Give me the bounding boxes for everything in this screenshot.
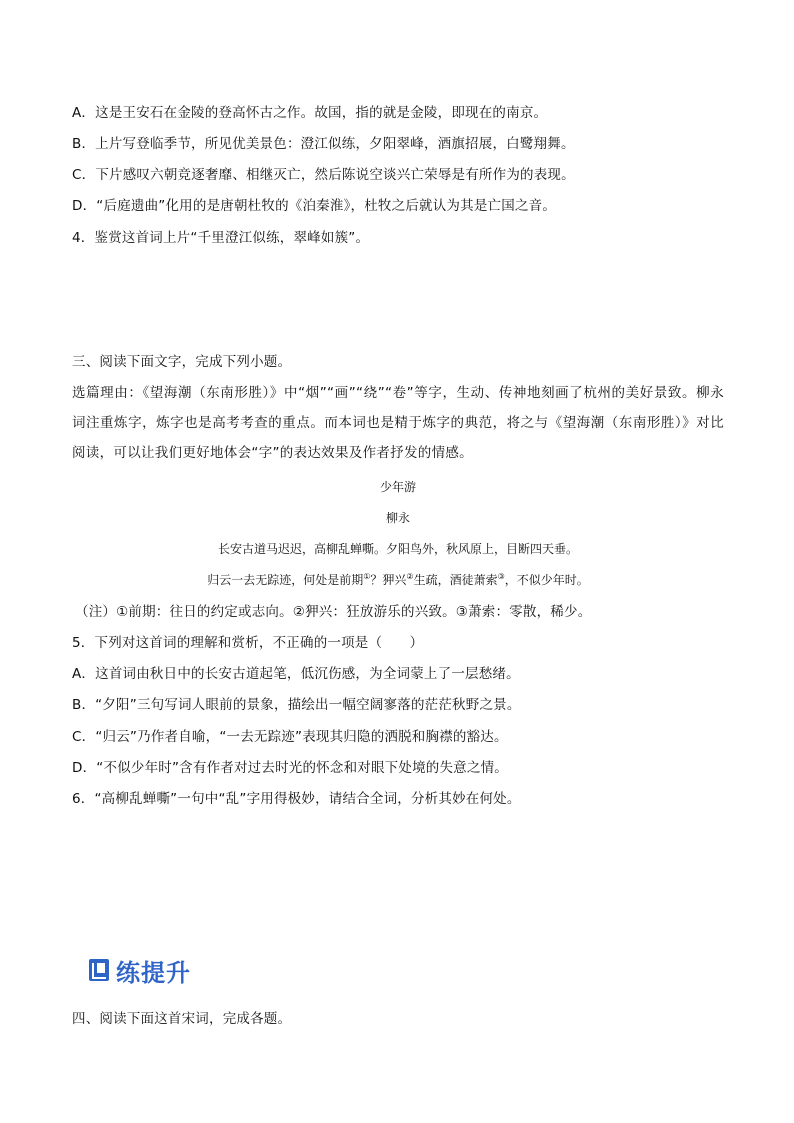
footnote-marker-2: ②	[406, 572, 414, 581]
footnote-marker-1: ①	[363, 572, 371, 581]
q3-option-a: A．这是王安石在金陵的登高怀古之作。故国，指的就是金陵，即现在的南京。	[72, 105, 548, 121]
q5-option-d: D．“不似少年时”含有作者对过去时光的怀念和对眼下处境的失意之情。	[72, 760, 508, 776]
footnote-marker-3: ③	[497, 572, 505, 581]
q3-option-b: B．上片写登临季节，所见优美景色：澄江似练，夕阳翠峰，酒旗招展，白鹭翔舞。	[72, 136, 575, 152]
q3-option-c: C．下片感叹六朝竞逐奢靡、相继灭亡，然后陈说空谈兴亡荣辱是有所作为的表现。	[72, 167, 575, 183]
poem-title: 少年游	[379, 480, 416, 494]
poem-line-1: 长安古道马迟迟，高柳乱蝉嘶。夕阳鸟外，秋风原上，目断四天垂。	[217, 542, 578, 556]
poem-line-2	[72, 570, 724, 590]
poem-line-2-part-b: ？狎兴	[370, 573, 407, 587]
q3-option-d: D．“后庭遗曲”化用的是唐朝杜牧的《泊秦淮》，杜牧之后就认为其是亡国之音。	[72, 198, 557, 214]
practice-heading-text: 练提升	[116, 958, 191, 987]
poem-line-2-part-d: ，不似少年时。	[504, 573, 589, 587]
poem-line-2-part-c: 生疏，酒徒萧索	[413, 573, 498, 587]
section-3-intro: 选篇理由：《望海潮（东南形胜）》中“烟”“画”“绕”“卷”等字，生动、传神地刻画了杭州的美好景致。柳永词注重炼字，炼字也是高考考查的重点。而本词也是精于炼字的典范，将之与《望海潮（东南形胜）》对比阅读，可以让我们更好地体会“字”的表达效果及作者抒发的情感。	[72, 385, 724, 461]
poem-author: 柳永	[385, 511, 410, 525]
question-4: 4．鉴赏这首词上片“千里澄江似练，翠峰如簇”。	[72, 230, 370, 246]
book-icon	[88, 958, 110, 982]
section-4-title: 四、阅读下面这首宋词，完成各题。	[72, 1011, 292, 1027]
section-3-title: 三、阅读下面文字，完成下列小题。	[72, 354, 292, 370]
question-5: 5．下列对这首词的理解和赏析，不正确的一项是（ ）	[72, 635, 424, 651]
practice-heading	[88, 952, 191, 988]
question-6: 6．“高柳乱蝉嘶”一句中“乱”字用得极妙，请结合全词，分析其妙在何处。	[72, 791, 521, 807]
q5-option-c: C．“归云”乃作者自喻，“一去无踪迹”表现其归隐的洒脱和胸襟的豁达。	[72, 729, 508, 745]
poem-line-2-part-a: 归云一去无踪迹，何处是前期	[207, 573, 364, 587]
q5-option-b: B．“夕阳”三句写词人眼前的景象，描绘出一幅空阔寥落的茫茫秋野之景。	[72, 697, 521, 713]
poem-note: （注）①前期：往日的约定或志向。②狎兴：狂放游乐的兴致。③萧索：零散，稀少。	[75, 604, 592, 620]
q5-option-a: A．这首词由秋日中的长安古道起笔，低沉伤感，为全词蒙上了一层愁绪。	[72, 666, 520, 682]
